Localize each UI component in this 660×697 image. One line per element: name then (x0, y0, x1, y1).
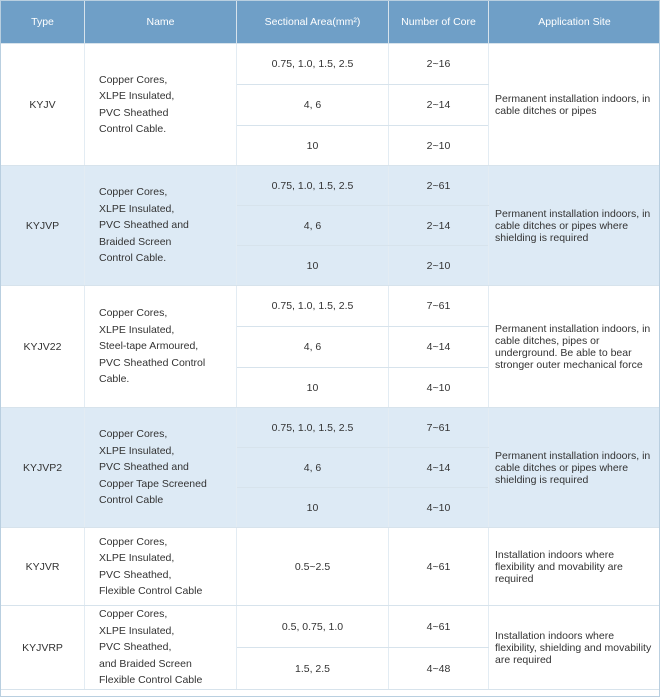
cell-sectional-area: 10 (237, 488, 389, 528)
cell-type: KYJV (1, 44, 85, 166)
name-line: XLPE Insulated, (99, 90, 175, 102)
name-line: Copper Cores, (99, 186, 168, 199)
name-line: Steel-tape Armoured, (99, 340, 199, 353)
name-line: PVC Sheathed Control Cable. (99, 356, 206, 386)
cell-sectional-area: 4, 6 (237, 85, 389, 126)
cell-application-site: Permanent installation indoors, in cable ditches or pipes where shielding is required (489, 408, 660, 528)
name-line: XLPE Insulated, (99, 202, 175, 215)
cell-number-of-core: 4~61 (389, 528, 489, 606)
cell-type: KYJV22 (1, 286, 85, 408)
name-line: Flexible Control Cable (99, 585, 203, 597)
cell-name (85, 286, 237, 408)
cell-name (85, 408, 237, 528)
name-line: Control Cable. (99, 123, 167, 135)
cell-number-of-core: 2~61 (389, 166, 489, 206)
cell-number-of-core: 2~10 (389, 126, 489, 166)
header-application-site: Application Site (489, 1, 660, 44)
cell-sectional-area: 0.75, 1.0, 1.5, 2.5 (237, 408, 389, 448)
name-line: XLPE Insulated, (99, 323, 175, 336)
header-name: Name (85, 1, 237, 44)
cell-sectional-area: 10 (237, 126, 389, 166)
cell-sectional-area: 4, 6 (237, 448, 389, 488)
cell-sectional-area: 4, 6 (237, 206, 389, 246)
name-line: Copper Cores, (99, 307, 168, 320)
cell-number-of-core: 2~16 (389, 44, 489, 85)
cell-number-of-core: 7~61 (389, 286, 489, 327)
cell-application-site: Installation indoors where flexibility and movability are required (489, 528, 660, 606)
header-type: Type (1, 1, 85, 44)
name-line: Copper Cores, (99, 608, 168, 621)
name-line: XLPE Insulated, (99, 552, 175, 564)
name-line: XLPE Insulated, (99, 624, 175, 637)
cell-application-site: Permanent installation indoors, in cable ditches or pipes where shielding is required (489, 166, 660, 286)
cell-sectional-area: 10 (237, 246, 389, 286)
table-body (1, 44, 660, 690)
name-line: and Braided Screen (99, 657, 192, 670)
cell-type: KYJVRP (1, 606, 85, 690)
name-line: Control Cable. (99, 252, 167, 265)
name-line: PVC Sheathed and (99, 219, 189, 232)
cell-sectional-area: 0.5, 0.75, 1.0 (237, 606, 389, 648)
name-line: PVC Sheathed and (99, 461, 189, 474)
name-line: Braided Screen (99, 235, 172, 248)
cell-number-of-core: 2~10 (389, 246, 489, 286)
cell-number-of-core: 7~61 (389, 408, 489, 448)
name-line: Copper Cores, (99, 73, 168, 86)
header-sectional-area: Sectional Area(mm²) (237, 1, 389, 44)
cell-sectional-area: 4, 6 (237, 327, 389, 368)
cell-number-of-core: 4~61 (389, 606, 489, 648)
name-line: PVC Sheathed, (99, 641, 172, 654)
name-line: Copper Cores, (99, 535, 168, 548)
name-line: Copper Tape Screened (99, 477, 207, 490)
cell-number-of-core: 4~10 (389, 368, 489, 408)
cell-sectional-area: 10 (237, 368, 389, 408)
header-number-of-core: Number of Core (389, 1, 489, 44)
cell-type: KYJVR (1, 528, 85, 606)
cell-sectional-area: 0.75, 1.0, 1.5, 2.5 (237, 44, 389, 85)
cell-number-of-core: 4~48 (389, 648, 489, 690)
header-row (1, 1, 660, 44)
cell-application-site: Installation indoors where flexibility, shielding and movability are required (489, 606, 660, 690)
name-line: PVC Sheathed (99, 106, 169, 119)
name-line: XLPE Insulated, (99, 444, 175, 457)
cell-name (85, 528, 237, 606)
cell-number-of-core: 2~14 (389, 206, 489, 246)
cell-number-of-core: 2~14 (389, 85, 489, 126)
cell-name (85, 44, 237, 166)
name-line: PVC Sheathed, (99, 568, 172, 581)
cell-application-site: Permanent installation indoors, in cable ditches or pipes (489, 44, 660, 166)
cell-number-of-core: 4~14 (389, 448, 489, 488)
table-row (1, 44, 660, 85)
cell-type: KYJVP (1, 166, 85, 286)
cell-sectional-area: 1.5, 2.5 (237, 648, 389, 690)
table-row (1, 606, 660, 648)
name-line: Flexible Control Cable (99, 674, 203, 687)
cell-number-of-core: 4~10 (389, 488, 489, 528)
name-line: Control Cable (99, 494, 164, 507)
cell-type: KYJVP2 (1, 408, 85, 528)
cell-name (85, 166, 237, 286)
table-row (1, 528, 660, 606)
table-row (1, 286, 660, 327)
name-line: Copper Cores, (99, 428, 168, 441)
cell-number-of-core: 4~14 (389, 327, 489, 368)
cell-name (85, 606, 237, 690)
table-row (1, 408, 660, 448)
cell-sectional-area: 0.5~2.5 (237, 528, 389, 606)
cell-sectional-area: 0.75, 1.0, 1.5, 2.5 (237, 286, 389, 327)
table-row (1, 166, 660, 206)
cell-application-site: Permanent installation indoors, in cable ditches, pipes or underground. Be able to bear stronger outer mechanical force (489, 286, 660, 408)
cell-sectional-area: 0.75, 1.0, 1.5, 2.5 (237, 166, 389, 206)
